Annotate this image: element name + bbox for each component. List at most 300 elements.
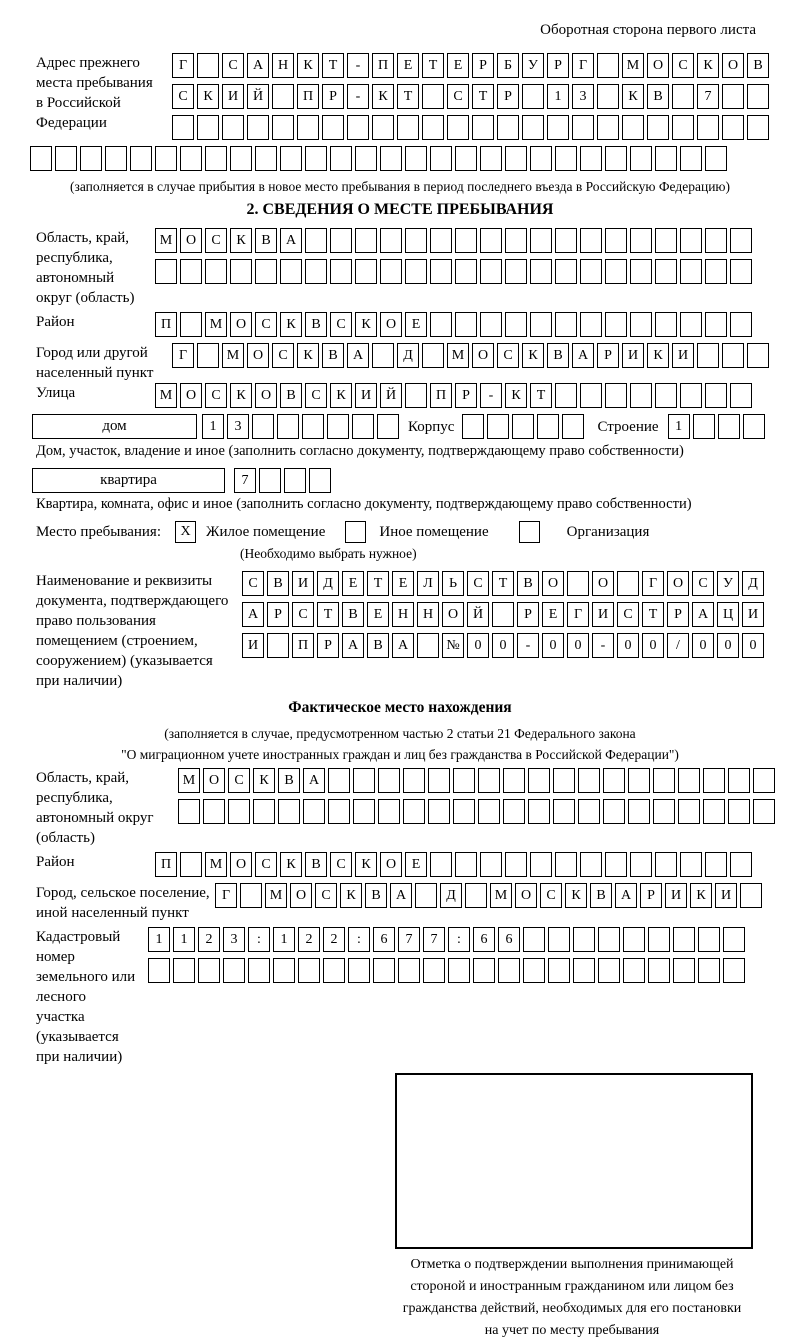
- char-cell: [403, 799, 425, 824]
- char-cell: [648, 958, 670, 983]
- char-cell: [680, 852, 702, 877]
- char-cell: [655, 259, 677, 284]
- char-cell: С: [447, 84, 469, 109]
- district-row: [155, 312, 752, 337]
- char-cell: 0: [617, 633, 639, 658]
- char-cell: Т: [492, 571, 514, 596]
- char-cell: :: [348, 927, 370, 952]
- char-cell: [730, 852, 752, 877]
- char-cell: [537, 414, 559, 439]
- stamp-caption-line: на учет по месту пребывания: [484, 1323, 660, 1338]
- region-rows: [155, 228, 752, 290]
- char-cell: [723, 927, 745, 952]
- cadastral-label-line: земельного или лесного: [36, 969, 136, 1005]
- char-cell: [630, 852, 652, 877]
- char-cell: [753, 799, 775, 824]
- char-cell: 6: [473, 927, 495, 952]
- char-cell: [197, 115, 219, 140]
- char-cell: [497, 115, 519, 140]
- char-cell: [655, 852, 677, 877]
- char-cell: 1: [173, 927, 195, 952]
- document-rows: [242, 571, 764, 664]
- prev-address-label-line: Федерации: [36, 115, 107, 131]
- char-cell: [178, 799, 200, 824]
- char-cell: К: [690, 883, 712, 908]
- char-cell: М: [447, 343, 469, 368]
- char-cell: О: [180, 383, 202, 408]
- char-cell: [405, 146, 427, 171]
- char-cell: Ь: [442, 571, 464, 596]
- char-cell: [580, 312, 602, 337]
- char-cell: [548, 958, 570, 983]
- actual-region-rows: [178, 768, 775, 830]
- char-cell: [617, 571, 639, 596]
- char-cell: [478, 799, 500, 824]
- char-cell: 2: [323, 927, 345, 952]
- char-cell: [302, 414, 324, 439]
- checkbox-other-premises: [345, 521, 366, 543]
- char-cell: [355, 146, 377, 171]
- char-cell: О: [442, 602, 464, 627]
- char-cell: [355, 228, 377, 253]
- char-cell: [680, 312, 702, 337]
- stay-type-row: [0, 521, 800, 543]
- char-cell: [603, 799, 625, 824]
- char-cell: 0: [567, 633, 589, 658]
- char-cell: [330, 259, 352, 284]
- char-cell: [597, 115, 619, 140]
- stay-place-section: [0, 228, 800, 691]
- char-cell: [555, 852, 577, 877]
- char-cell: О: [230, 312, 252, 337]
- char-cell: [747, 343, 769, 368]
- actual-region-label-line: республика,: [36, 790, 113, 806]
- prev-address-label: [0, 53, 172, 133]
- prev-address-rows: [172, 53, 769, 146]
- char-cell: 1: [273, 927, 295, 952]
- char-cell: [730, 312, 752, 337]
- cadastral-row-1: [148, 927, 745, 952]
- char-cell: [630, 146, 652, 171]
- cadastral-label-line: при наличии): [36, 1049, 123, 1065]
- char-cell: 7: [234, 468, 256, 493]
- char-cell: [547, 115, 569, 140]
- checkbox-organization-label: Организация: [566, 523, 650, 540]
- char-cell: [272, 115, 294, 140]
- char-cell: П: [430, 383, 452, 408]
- char-cell: [480, 852, 502, 877]
- char-cell: [280, 146, 302, 171]
- char-cell: [578, 799, 600, 824]
- char-cell: П: [297, 84, 319, 109]
- char-cell: В: [342, 602, 364, 627]
- region-label-line: республика,: [36, 250, 113, 266]
- actual-region-label-line: (область): [36, 830, 95, 846]
- region-label: [0, 228, 155, 308]
- char-cell: [522, 115, 544, 140]
- char-cell: И: [622, 343, 644, 368]
- char-cell: К: [340, 883, 362, 908]
- char-cell: С: [272, 343, 294, 368]
- char-cell: [230, 259, 252, 284]
- char-cell: [673, 927, 695, 952]
- char-cell: И: [665, 883, 687, 908]
- char-cell: [378, 768, 400, 793]
- actual-location-section: [0, 768, 800, 1342]
- char-cell: [347, 115, 369, 140]
- char-cell: [528, 768, 550, 793]
- char-cell: [480, 146, 502, 171]
- char-cell: Р: [640, 883, 662, 908]
- char-cell: [605, 228, 627, 253]
- page-side-note: Оборотная сторона первого листа: [540, 22, 756, 38]
- char-cell: [197, 53, 219, 78]
- char-cell: А: [303, 768, 325, 793]
- char-cell: Д: [317, 571, 339, 596]
- char-cell: [530, 146, 552, 171]
- char-cell: [555, 383, 577, 408]
- document-label-line: при наличии): [36, 673, 123, 689]
- char-cell: [430, 259, 452, 284]
- char-cell: [623, 958, 645, 983]
- char-cell: [705, 259, 727, 284]
- char-cell: [573, 927, 595, 952]
- char-cell: [380, 146, 402, 171]
- char-cell: [330, 228, 352, 253]
- stay-type-label: Место пребывания:: [36, 523, 161, 540]
- char-cell: [622, 115, 644, 140]
- char-cell: -: [592, 633, 614, 658]
- city-label-line: Город или другой: [36, 345, 148, 361]
- char-cell: [284, 468, 306, 493]
- char-cell: О: [180, 228, 202, 253]
- char-cell: 0: [492, 633, 514, 658]
- char-cell: М: [265, 883, 287, 908]
- char-cell: [448, 958, 470, 983]
- char-cell: С: [242, 571, 264, 596]
- char-cell: К: [355, 312, 377, 337]
- char-cell: [705, 228, 727, 253]
- char-cell: [655, 312, 677, 337]
- char-cell: 3: [227, 414, 249, 439]
- char-cell: [205, 259, 227, 284]
- char-cell: К: [522, 343, 544, 368]
- char-cell: [480, 259, 502, 284]
- char-cell: [322, 115, 344, 140]
- char-cell: [523, 958, 545, 983]
- char-cell: [428, 768, 450, 793]
- char-cell: :: [448, 927, 470, 952]
- char-cell: С: [205, 228, 227, 253]
- char-cell: Е: [367, 602, 389, 627]
- char-cell: [553, 799, 575, 824]
- char-cell: [555, 259, 577, 284]
- char-cell: [580, 228, 602, 253]
- char-cell: [718, 414, 740, 439]
- stroenie-label: Строение: [597, 419, 659, 435]
- char-cell: Р: [597, 343, 619, 368]
- char-cell: А: [392, 633, 414, 658]
- char-cell: О: [722, 53, 744, 78]
- char-cell: 0: [642, 633, 664, 658]
- char-cell: [305, 146, 327, 171]
- char-cell: [255, 259, 277, 284]
- char-cell: [530, 852, 552, 877]
- document-label-line: документа, подтверждающего: [36, 593, 229, 609]
- korpus-row: [462, 414, 584, 439]
- prev-address-row-1: [172, 53, 769, 78]
- char-cell: Л: [417, 571, 439, 596]
- char-cell: [647, 115, 669, 140]
- char-cell: Р: [472, 53, 494, 78]
- char-cell: В: [747, 53, 769, 78]
- char-cell: [240, 883, 262, 908]
- char-cell: [373, 958, 395, 983]
- char-cell: Й: [467, 602, 489, 627]
- char-cell: Б: [497, 53, 519, 78]
- char-cell: [655, 383, 677, 408]
- char-cell: [327, 414, 349, 439]
- char-cell: О: [203, 768, 225, 793]
- document-row-3: [242, 633, 764, 658]
- cadastral-label-line: Кадастровый номер: [36, 929, 121, 965]
- char-cell: К: [280, 312, 302, 337]
- city-label-line: населенный пункт: [36, 365, 154, 381]
- stay-type-note: (Необходимо выбрать нужное): [240, 546, 417, 561]
- street-row: [155, 383, 752, 408]
- char-cell: С: [205, 383, 227, 408]
- char-cell: Т: [472, 84, 494, 109]
- char-cell: [273, 958, 295, 983]
- char-cell: :: [248, 927, 270, 952]
- char-cell: [730, 228, 752, 253]
- char-cell: С: [255, 852, 277, 877]
- checkbox-organization: [519, 521, 540, 543]
- char-cell: 0: [692, 633, 714, 658]
- char-cell: [422, 343, 444, 368]
- apartment-row: [0, 468, 800, 493]
- char-cell: [180, 259, 202, 284]
- char-cell: [603, 768, 625, 793]
- region-row-1: [155, 228, 752, 253]
- char-cell: 1: [547, 84, 569, 109]
- cadastral-rows: [148, 927, 745, 989]
- char-cell: [130, 146, 152, 171]
- prev-address-label-line: в Российской: [36, 95, 121, 111]
- char-cell: [672, 115, 694, 140]
- char-cell: С: [228, 768, 250, 793]
- char-cell: Г: [642, 571, 664, 596]
- char-cell: [623, 927, 645, 952]
- actual-region-label: [0, 768, 178, 848]
- char-cell: №: [442, 633, 464, 658]
- region-label-line: Область, край,: [36, 230, 130, 246]
- char-cell: [605, 383, 627, 408]
- korpus-label: Корпус: [408, 419, 455, 435]
- char-cell: Р: [322, 84, 344, 109]
- actual-region-label-line: автономный округ: [36, 810, 154, 826]
- char-cell: [180, 852, 202, 877]
- checkbox-residential: X: [175, 521, 196, 543]
- char-cell: [172, 115, 194, 140]
- char-cell: Й: [380, 383, 402, 408]
- char-cell: [380, 228, 402, 253]
- char-cell: [223, 958, 245, 983]
- char-cell: [648, 927, 670, 952]
- char-cell: [562, 414, 584, 439]
- char-cell: О: [667, 571, 689, 596]
- char-cell: [255, 146, 277, 171]
- char-cell: К: [505, 383, 527, 408]
- char-cell: [605, 312, 627, 337]
- char-cell: [628, 768, 650, 793]
- char-cell: В: [278, 768, 300, 793]
- char-cell: [180, 146, 202, 171]
- char-cell: [298, 958, 320, 983]
- char-cell: [505, 146, 527, 171]
- char-cell: Р: [547, 53, 569, 78]
- char-cell: Г: [172, 53, 194, 78]
- char-cell: [267, 633, 289, 658]
- char-cell: О: [380, 312, 402, 337]
- char-cell: О: [515, 883, 537, 908]
- char-cell: Р: [455, 383, 477, 408]
- char-cell: [678, 768, 700, 793]
- actual-city-label-line: иной населенный пункт: [36, 905, 189, 921]
- char-cell: И: [242, 633, 264, 658]
- char-cell: [705, 146, 727, 171]
- cadastral-row-2: [148, 958, 745, 983]
- char-cell: [430, 312, 452, 337]
- char-cell: [553, 768, 575, 793]
- char-cell: У: [717, 571, 739, 596]
- char-cell: [505, 259, 527, 284]
- prev-address-label-line: места пребывания: [36, 75, 153, 91]
- char-cell: [455, 228, 477, 253]
- char-cell: [478, 768, 500, 793]
- actual-region-row-2: [178, 799, 775, 824]
- document-label-line: Наименование и реквизиты: [36, 573, 213, 589]
- char-cell: [197, 343, 219, 368]
- char-cell: -: [347, 53, 369, 78]
- char-cell: [598, 927, 620, 952]
- char-cell: [698, 927, 720, 952]
- char-cell: К: [622, 84, 644, 109]
- char-cell: [405, 383, 427, 408]
- char-cell: П: [292, 633, 314, 658]
- char-cell: К: [280, 852, 302, 877]
- char-cell: 7: [398, 927, 420, 952]
- char-cell: Е: [342, 571, 364, 596]
- char-cell: [698, 958, 720, 983]
- char-cell: В: [322, 343, 344, 368]
- char-cell: 1: [668, 414, 690, 439]
- stamp-caption-line: гражданства действий, необходимых для его постановки: [402, 1301, 742, 1316]
- char-cell: К: [697, 53, 719, 78]
- char-cell: [480, 312, 502, 337]
- char-cell: В: [255, 228, 277, 253]
- char-cell: [330, 146, 352, 171]
- char-cell: [487, 414, 509, 439]
- char-cell: [680, 146, 702, 171]
- char-cell: [472, 115, 494, 140]
- prev-address-row-3: [172, 115, 769, 140]
- cadastral-label: [0, 927, 148, 1067]
- char-cell: И: [292, 571, 314, 596]
- char-cell: [598, 958, 620, 983]
- char-cell: [272, 84, 294, 109]
- char-cell: [697, 343, 719, 368]
- char-cell: М: [490, 883, 512, 908]
- char-cell: К: [372, 84, 394, 109]
- char-cell: В: [280, 383, 302, 408]
- char-cell: В: [647, 84, 669, 109]
- apartment-kind-field: квартира: [32, 468, 225, 493]
- char-cell: К: [355, 852, 377, 877]
- char-cell: В: [305, 852, 327, 877]
- char-cell: [465, 883, 487, 908]
- actual-district-row: [155, 852, 752, 877]
- prev-address-section: [0, 53, 800, 196]
- prev-address-row-4: [30, 146, 800, 171]
- char-cell: [352, 414, 374, 439]
- char-cell: [30, 146, 52, 171]
- char-cell: И: [672, 343, 694, 368]
- stroenie-row: [668, 414, 765, 439]
- char-cell: [580, 383, 602, 408]
- char-cell: [297, 115, 319, 140]
- char-cell: 1: [148, 927, 170, 952]
- char-cell: В: [367, 633, 389, 658]
- char-cell: М: [205, 852, 227, 877]
- document-label: [0, 571, 242, 691]
- char-cell: К: [297, 343, 319, 368]
- char-cell: [428, 799, 450, 824]
- char-cell: Е: [392, 571, 414, 596]
- char-cell: [555, 312, 577, 337]
- char-cell: Т: [530, 383, 552, 408]
- actual-location-title: Фактическое место нахождения: [288, 699, 512, 716]
- char-cell: [703, 768, 725, 793]
- char-cell: Г: [215, 883, 237, 908]
- char-cell: М: [222, 343, 244, 368]
- char-cell: [723, 958, 745, 983]
- char-cell: [278, 799, 300, 824]
- document-row-2: [242, 602, 764, 627]
- char-cell: [548, 927, 570, 952]
- char-cell: [753, 768, 775, 793]
- char-cell: [80, 146, 102, 171]
- char-cell: [492, 602, 514, 627]
- char-cell: К: [197, 84, 219, 109]
- char-cell: О: [592, 571, 614, 596]
- char-cell: [747, 115, 769, 140]
- street-label: Улица: [36, 385, 76, 401]
- char-cell: В: [547, 343, 569, 368]
- char-cell: 0: [542, 633, 564, 658]
- char-cell: Н: [392, 602, 414, 627]
- char-cell: [303, 799, 325, 824]
- char-cell: [155, 259, 177, 284]
- prev-address-caption: (заполняется в случае прибытия в новое место пребывания в период последнего въезда в Российскую Федерацию): [69, 179, 731, 194]
- char-cell: [505, 312, 527, 337]
- char-cell: 2: [298, 927, 320, 952]
- char-cell: Р: [497, 84, 519, 109]
- char-cell: -: [480, 383, 502, 408]
- char-cell: Т: [642, 602, 664, 627]
- char-cell: [480, 228, 502, 253]
- actual-district-label: Район: [36, 854, 75, 870]
